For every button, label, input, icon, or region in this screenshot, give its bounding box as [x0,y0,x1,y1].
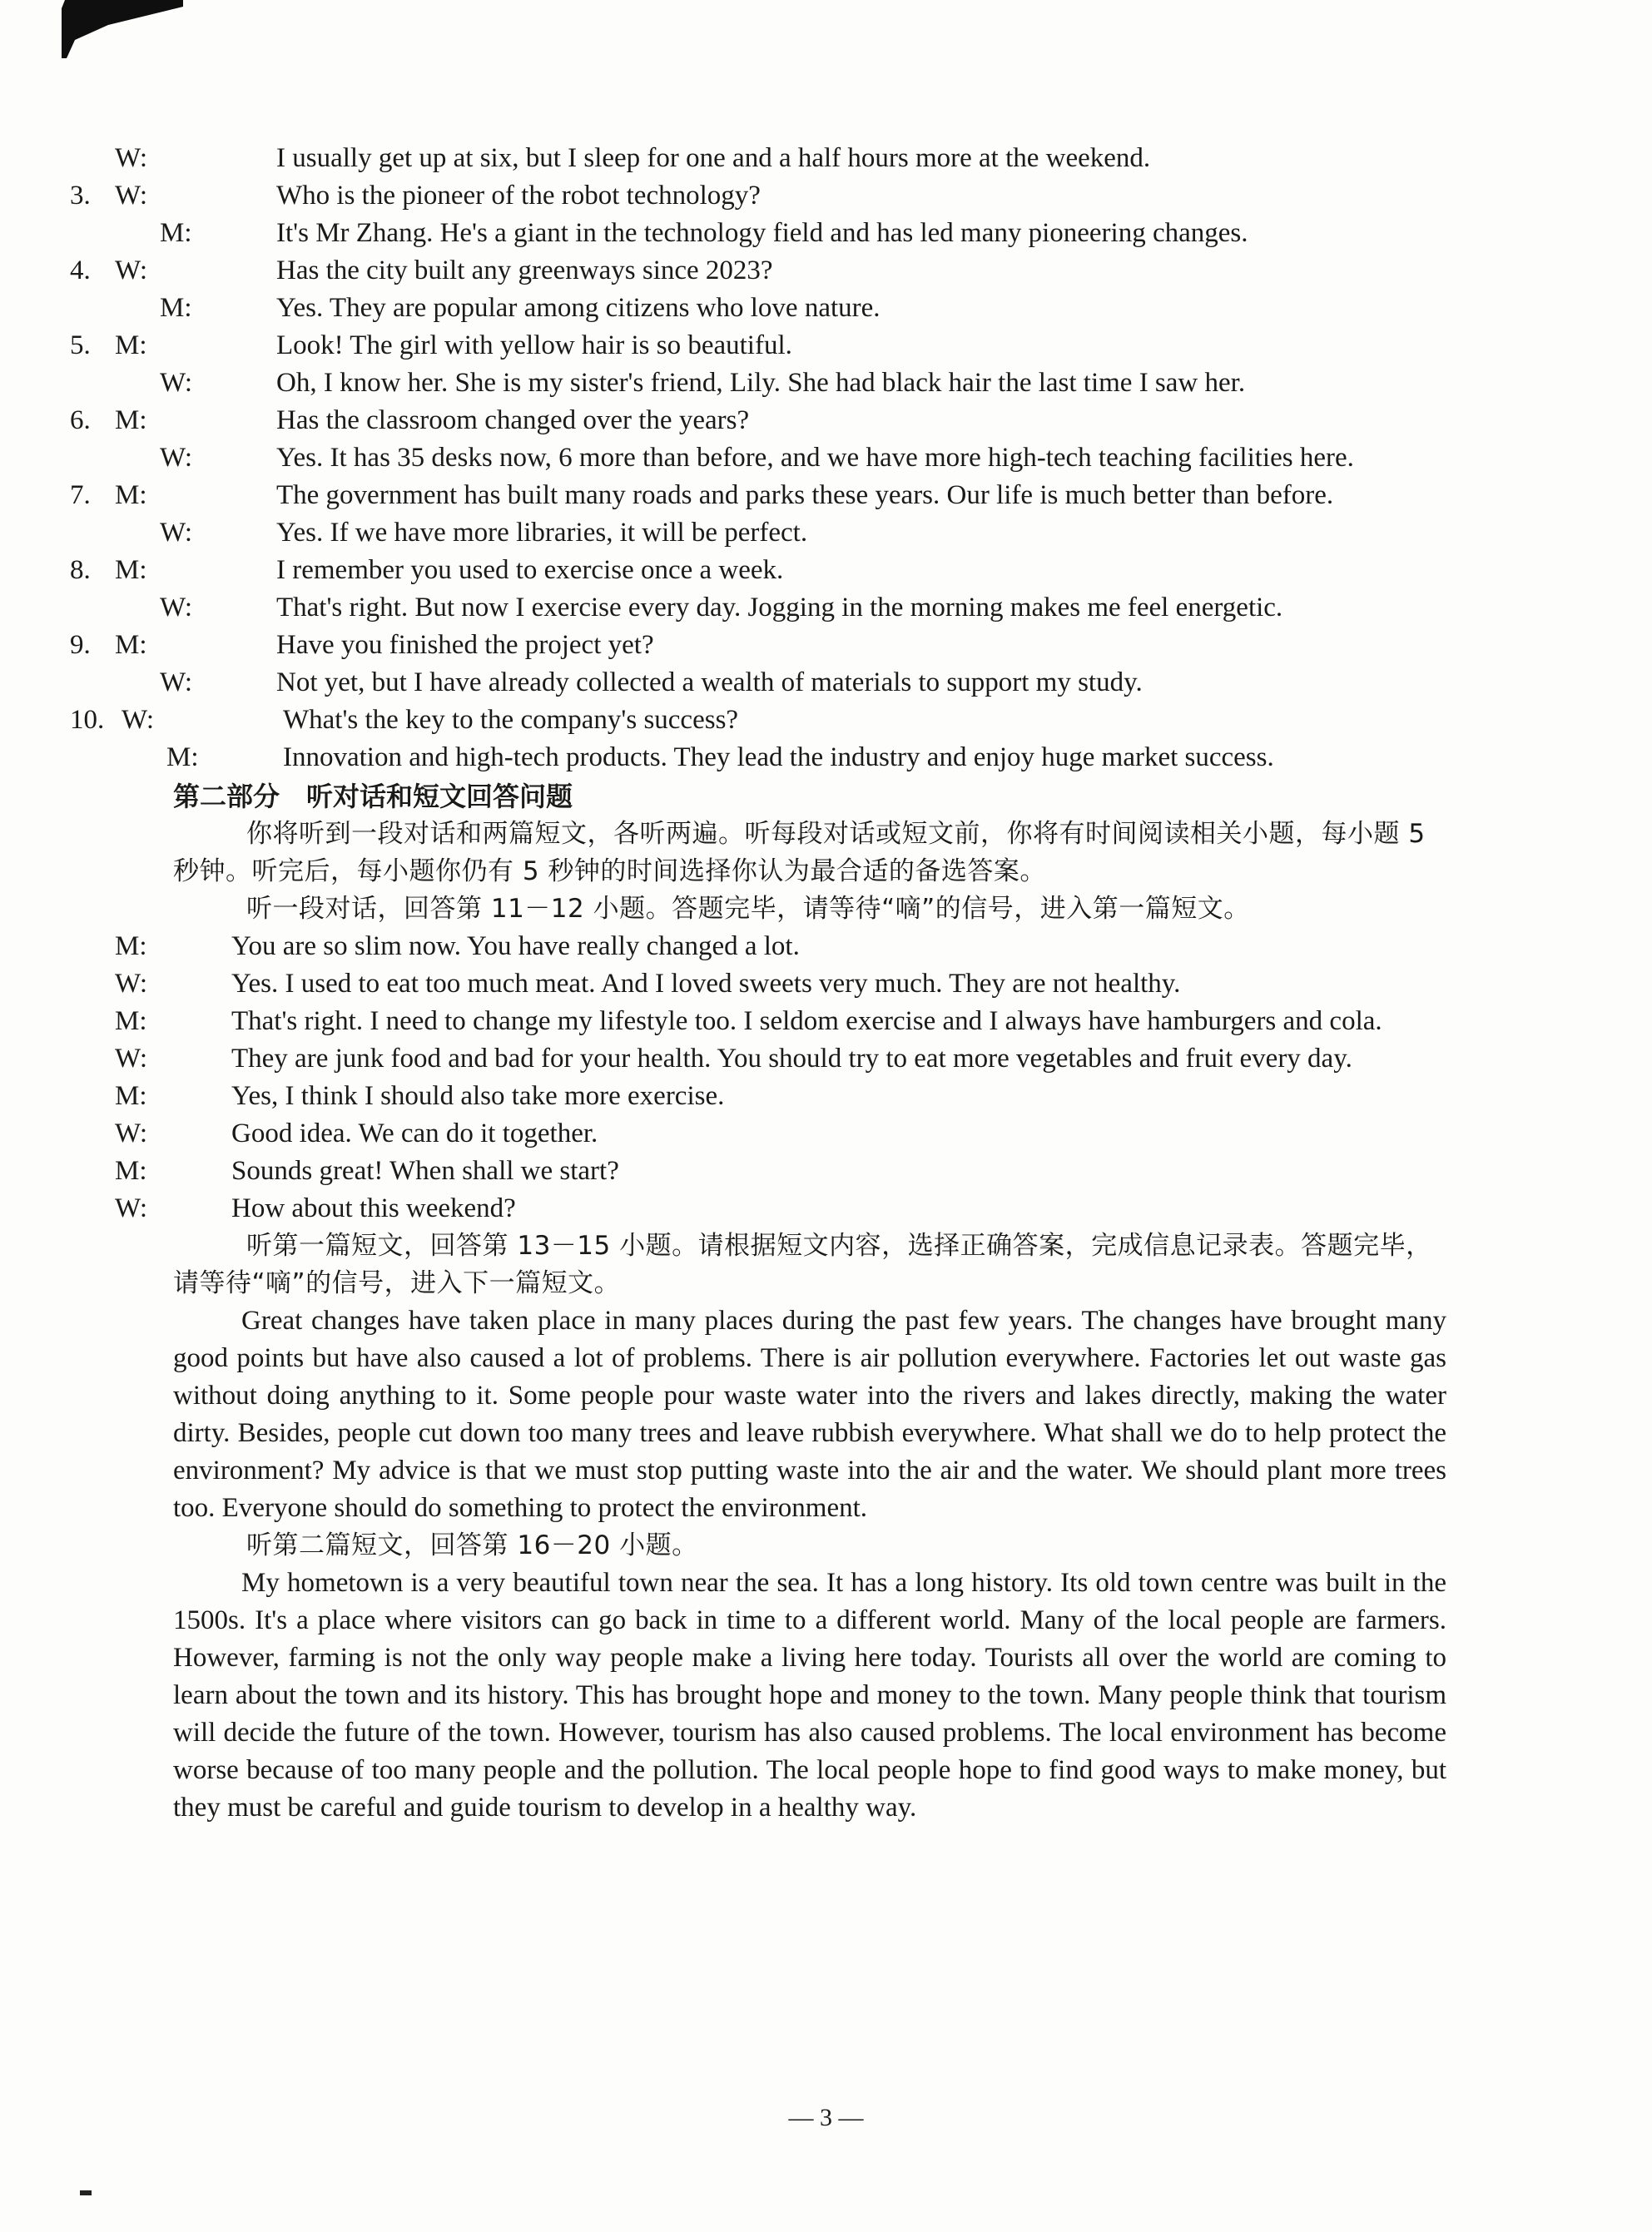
utterance-text: Yes. If we have more libraries, it will be perfect. [276,518,808,548]
utterance-text: How about this weekend? [231,1193,516,1223]
speaker-label: W: [115,1118,148,1148]
speaker-label: M: [115,1081,147,1111]
speaker-label: M: [115,330,147,360]
utterance-text: You are so slim now. You have really changed a lot. [231,931,800,961]
speaker-label: M: [115,405,147,435]
transcript-line [70,477,1446,514]
utterance-text: Innovation and high-tech products. They lead the industry and enjoy huge market success. [283,742,1274,772]
transcript-line [160,514,1446,552]
transcript-line [166,739,1446,776]
transcript-line [115,140,1446,177]
passage2-instruction: 听第二篇短文，回答第 16－20 小题。 [246,1530,698,1560]
transcript-line [70,627,1446,664]
part2-heading: 第二部分 听对话和短文回答问题 [173,781,573,812]
dialogue-line [115,1153,1446,1190]
utterance-text: Sounds great! When shall we start? [231,1156,619,1186]
speaker-label: M: [115,555,147,585]
question-number: 8. [70,555,91,585]
utterance-text: They are junk food and bad for your health. You should try to eat more vegetables and fruit every day. [231,1044,1352,1074]
part1-transcripts [70,140,1446,776]
speaker-label: W: [160,368,193,398]
utterance-text: Has the city built any greenways since 2023? [276,255,773,285]
speaker-label: M: [115,630,147,660]
utterance-text: The government has built many roads and parks these years. Our life is much better than before. [276,480,1334,510]
transcript-line [160,439,1446,477]
dialogue-instruction: 听一段对话，回答第 11－12 小题。答题完毕，请等待“嘀”的信号，进入第一篇短文。 [246,894,1250,924]
speaker-label: W: [160,667,193,697]
transcript-line [160,664,1446,702]
question-number: 7. [70,480,91,510]
utterance-text: It's Mr Zhang. He's a giant in the technology field and has led many pioneering changes. [276,218,1248,248]
document-page [70,140,1446,1827]
utterance-text: Not yet, but I have already collected a wealth of materials to support my study. [276,667,1143,697]
question-number: 3. [70,181,91,211]
speaker-label: W: [115,255,148,285]
speaker-label: W: [160,518,193,548]
utterance-text: That's right. I need to change my lifestyle too. I seldom exercise and I always have hamburgers and cola. [231,1006,1382,1036]
question-number: 4. [70,255,91,285]
speaker-label: W: [115,143,148,173]
speaker-label: W: [160,443,193,473]
passage1-instruction: 听第一篇短文，回答第 13－15 小题。请根据短文内容，选择正确答案，完成信息记录表。答题完毕，请等待“嘀”的信号，进入下一篇短文。 [173,1231,1432,1298]
utterance-text: What's the key to the company's success? [283,705,739,735]
utterance-text: I usually get up at six, but I sleep for one and a half hours more at the weekend. [276,143,1151,173]
transcript-line [160,215,1446,252]
transcript-line [70,177,1446,215]
passage1-text: Great changes have taken place in many places during the past few years. The changes have brought many good points but have also caused a lot of problems. There is air pollution everywhere. Factories let out waste gas without doing anything to it. Some people pour waste water into the rivers and lakes directly, making the water dirty. Besides, people cut down too many trees and leave rubbish everywhere. What shall we do to help protect the environment? My advice is that we must stop putting waste into the air and the water. We should plant more trees too. Everyone should do something to protect the environment. [173,1306,1446,1523]
page-number: — 3 — [788,2104,864,2131]
speaker-label: M: [160,218,192,248]
question-number: 10. [70,705,105,735]
speaker-label: M: [115,480,147,510]
transcript-line [70,252,1446,290]
dialogue-line [115,1040,1446,1078]
speaker-label: W: [115,1044,148,1074]
utterance-text: Have you finished the project yet? [276,630,654,660]
scan-mark-bottom [80,2190,92,2195]
part2-intro: 你将听到一段对话和两篇短文，各听两遍。听每段对话或短文前，你将有时间阅读相关小题，每小题 5 秒钟。听完后，每小题你仍有 5 秒钟的时间选择你认为最合适的备选答案。 [173,819,1426,886]
utterance-text: Yes. It has 35 desks now, 6 more than before, and we have more high-tech teaching facilities here. [276,443,1354,473]
speaker-label: M: [160,293,192,323]
question-number: 6. [70,405,91,435]
speaker-label: W: [160,593,193,622]
utterance-text: Oh, I know her. She is my sister's friend, Lily. She had black hair the last time I saw her. [276,368,1246,398]
speaker-label: M: [115,1006,147,1036]
dialogue-transcript [115,928,1446,1228]
speaker-label: M: [166,742,199,772]
utterance-text: That's right. But now I exercise every day. Jogging in the morning makes me feel energetic. [276,593,1283,622]
utterance-text: Has the classroom changed over the years? [276,405,750,435]
transcript-line [70,552,1446,589]
transcript-line [70,702,1446,739]
dialogue-line [115,965,1446,1003]
utterance-text: Yes. They are popular among citizens who love nature. [276,293,881,323]
speaker-label: M: [115,931,147,961]
speaker-label: W: [115,969,148,999]
utterance-text: Who is the pioneer of the robot technology? [276,181,761,211]
transcript-line [160,365,1446,402]
question-number: 9. [70,630,91,660]
corner-scan-mark [58,0,191,58]
dialogue-line [115,1003,1446,1040]
dialogue-line [115,928,1446,965]
utterance-text: Good idea. We can do it together. [231,1118,598,1148]
passage2-text: My hometown is a very beautiful town near the sea. It has a long history. Its old town centre was built in the 1500s. It's a place where visitors can go back in time to a different world. Many of the local people are farmers. However, farming is not the only way people make a living here today. Tourists all over the world are coming to learn about the town and its history. This has brought hope and money to the town. Many people think that tourism will decide the future of the town. However, tourism has also caused problems. The local environment has become worse because of too many people and the pollution. The local people hope to find good ways to make money, but they must be careful and guide tourism to develop in a healthy way. [173,1568,1446,1823]
utterance-text: Yes. I used to eat too much meat. And I loved sweets very much. They are not healthy. [231,969,1181,999]
dialogue-line [115,1078,1446,1115]
utterance-text: Yes, I think I should also take more exercise. [231,1081,725,1111]
transcript-line [70,327,1446,365]
dialogue-line [115,1115,1446,1153]
utterance-text: Look! The girl with yellow hair is so beautiful. [276,330,792,360]
transcript-line [160,290,1446,327]
speaker-label: W: [115,1193,148,1223]
transcript-line [70,402,1446,439]
speaker-label: M: [115,1156,147,1186]
speaker-label: W: [122,705,155,735]
dialogue-line [115,1190,1446,1228]
question-number: 5. [70,330,91,360]
speaker-label: W: [115,181,148,211]
utterance-text: I remember you used to exercise once a week. [276,555,784,585]
transcript-line [160,589,1446,627]
